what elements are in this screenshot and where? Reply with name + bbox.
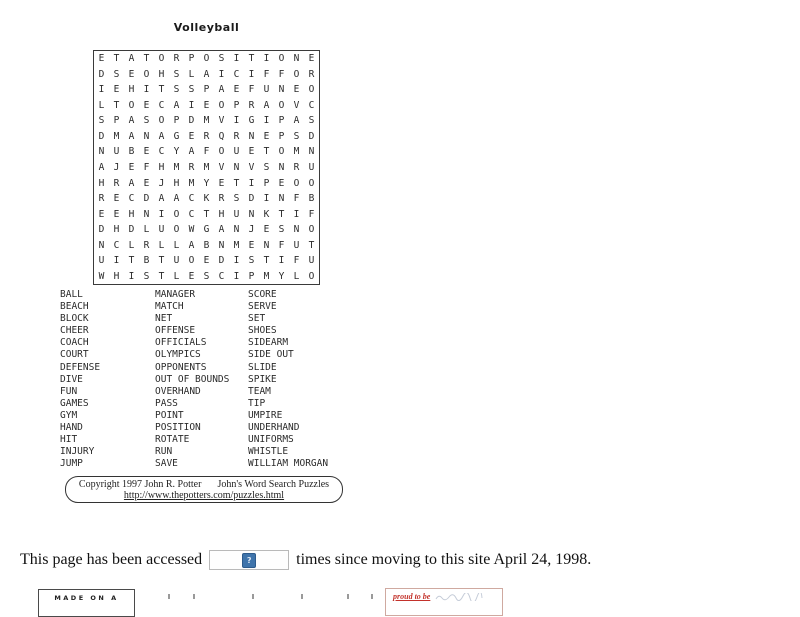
grid-cell: M xyxy=(173,161,180,173)
grid-cell: O xyxy=(308,224,315,236)
word-item: BALL xyxy=(60,289,83,300)
word-item: TIP xyxy=(248,397,266,409)
grid-cell: P xyxy=(248,270,255,282)
grid-cell: P xyxy=(263,177,270,189)
grid-cell: P xyxy=(278,130,285,142)
grid-cell: S xyxy=(293,130,300,142)
grid-cell: P xyxy=(113,115,120,127)
grid-cell: U xyxy=(158,224,165,236)
grid-cell: I xyxy=(263,53,270,65)
grid-cell: E xyxy=(188,270,195,282)
grid-cell: I xyxy=(293,208,300,220)
word-item: SAVE xyxy=(155,458,178,470)
grid-cell: Y xyxy=(203,177,210,189)
grid-cell: S xyxy=(173,68,180,80)
grid-cell: T xyxy=(113,99,120,111)
grid-cell: I xyxy=(233,255,240,267)
page-title: Volleyball xyxy=(173,21,240,34)
grid-cell: A xyxy=(263,99,270,111)
grid-cell: A xyxy=(98,161,105,173)
grid-cell: M xyxy=(188,177,195,189)
grid-cell: O xyxy=(143,68,150,80)
grid-cell: T xyxy=(263,255,270,267)
grid-cell: E xyxy=(143,177,150,189)
word-item: POSITION xyxy=(155,422,201,434)
word-item: MANAGER xyxy=(155,289,196,300)
grid-cell: R xyxy=(98,193,105,205)
grid-cell: E xyxy=(113,84,120,96)
grid-cell: A xyxy=(188,239,195,251)
grid-cell: Q xyxy=(218,130,225,142)
access-prefix-text: This page has been accessed xyxy=(20,551,203,568)
grid-cell: N xyxy=(293,224,300,236)
grid-cell: S xyxy=(308,115,315,127)
grid-cell: G xyxy=(173,130,180,142)
word-item: SPIKE xyxy=(248,373,277,385)
word-item: ROTATE xyxy=(155,434,190,446)
copyright-box xyxy=(65,476,343,503)
proud-badge-label: proud to be xyxy=(393,592,431,601)
grid-cell: T xyxy=(233,177,240,189)
grid-cell: O xyxy=(293,177,300,189)
grid-cell: E xyxy=(143,146,150,158)
grid-cell: V xyxy=(248,161,255,173)
grid-cell: T xyxy=(158,84,165,96)
grid-cell: H xyxy=(218,208,225,220)
grid-cell: M xyxy=(293,146,300,158)
word-item: SHOES xyxy=(248,325,277,337)
grid-cell: H xyxy=(158,68,165,80)
grid-cell: G xyxy=(203,224,210,236)
grid-cell: O xyxy=(308,84,315,96)
grid-cell: D xyxy=(98,224,105,236)
grid-cell: C xyxy=(233,68,240,80)
grid-cell: D xyxy=(218,255,225,267)
grid-cell: U xyxy=(233,146,240,158)
grid-cell: C xyxy=(158,146,165,158)
grid-cell: O xyxy=(278,53,285,65)
copyright-text: Copyright 1997 John R. Potter xyxy=(78,479,202,490)
made-on-a-mac-badge[interactable]: MADE ON A xyxy=(38,589,135,617)
grid-cell: A xyxy=(128,130,135,142)
grid-cell: U xyxy=(263,84,270,96)
grid-cell: N xyxy=(248,130,255,142)
grid-cell: N xyxy=(293,53,300,65)
grid-cell: F xyxy=(263,68,270,80)
word-item: OLYMPICS xyxy=(155,349,201,361)
word-item: FUN xyxy=(60,385,78,397)
grid-cell: N xyxy=(308,146,315,158)
copyright-line xyxy=(66,479,342,490)
grid-cell: U xyxy=(308,255,315,267)
grid-cell: A xyxy=(128,53,135,65)
grid-cell: P xyxy=(188,53,195,65)
grid-cell: L xyxy=(143,224,150,236)
grid-cell: F xyxy=(293,193,300,205)
access-counter-line xyxy=(20,548,790,572)
grid-cell: F xyxy=(308,208,315,220)
grid-cell: A xyxy=(218,84,225,96)
grid-cell: M xyxy=(203,161,210,173)
grid-cell: I xyxy=(263,115,270,127)
grid-cell: O xyxy=(158,115,165,127)
grid-cell: V xyxy=(293,99,300,111)
grid-cell: E xyxy=(113,208,120,220)
grid-cell: E xyxy=(308,53,315,65)
grid-cell: S xyxy=(143,115,150,127)
grid-cell: L xyxy=(293,270,300,282)
grid-cell: I xyxy=(263,193,270,205)
grid-cell: P xyxy=(173,115,180,127)
grid-cell: S xyxy=(233,193,240,205)
word-item: DEFENSE xyxy=(60,361,101,373)
copyright-attribution: John's Word Search Puzzles xyxy=(217,479,330,490)
grid-cell: T xyxy=(278,208,285,220)
grid-cell: O xyxy=(308,270,315,282)
grid-cell: A xyxy=(158,193,165,205)
grid-cell: E xyxy=(278,177,285,189)
word-item: WHISTLE xyxy=(248,446,289,458)
grid-cell: M xyxy=(113,130,120,142)
grid-cell: H xyxy=(113,270,120,282)
grid-cell: U xyxy=(98,255,105,267)
grid-cell: O xyxy=(278,146,285,158)
word-item: RUN xyxy=(155,446,173,458)
grid-cell: H xyxy=(158,161,165,173)
grid-cell: O xyxy=(173,224,180,236)
grid-cell: E xyxy=(203,255,210,267)
grid-cell: D xyxy=(248,193,255,205)
word-list-column-2 xyxy=(155,289,247,470)
grid-cell: I xyxy=(188,99,195,111)
grid-cell: R xyxy=(113,177,120,189)
grid-cell: L xyxy=(173,270,180,282)
word-item: JUMP xyxy=(60,458,83,470)
grid-cell: U xyxy=(233,208,240,220)
grid-cell: T xyxy=(248,53,255,65)
proud-to-be-badge[interactable] xyxy=(385,588,503,616)
grid-cell: U xyxy=(308,161,315,173)
clipped-text-fragment xyxy=(252,594,254,599)
grid-cell: I xyxy=(233,115,240,127)
grid-cell: W xyxy=(98,270,105,282)
grid-cell: R xyxy=(188,161,195,173)
word-list-column-3 xyxy=(248,289,358,470)
grid-cell: N xyxy=(143,208,150,220)
grid-cell: Y xyxy=(278,270,285,282)
grid-cell: A xyxy=(203,68,210,80)
word-item: CHEER xyxy=(60,325,89,337)
grid-cell: U xyxy=(293,239,300,251)
word-item: NET xyxy=(155,313,173,325)
grid-cell: N xyxy=(263,239,270,251)
grid-cell: W xyxy=(188,224,195,236)
grid-cell: J xyxy=(158,177,165,189)
grid-cell: H xyxy=(173,177,180,189)
grid-cell: R xyxy=(293,161,300,173)
grid-cell: T xyxy=(158,270,165,282)
grid-cell: C xyxy=(128,193,135,205)
grid-cell: E xyxy=(143,99,150,111)
grid-cell: R xyxy=(173,53,180,65)
grid-cell: A xyxy=(293,115,300,127)
clipped-text-fragment xyxy=(301,594,303,599)
word-item: PASS xyxy=(155,397,178,409)
grid-cell: S xyxy=(218,53,225,65)
grid-cell: N xyxy=(143,130,150,142)
word-item: GAMES xyxy=(60,397,89,409)
grid-cell: E xyxy=(233,84,240,96)
grid-cell: T xyxy=(143,53,150,65)
grid-cell: B xyxy=(143,255,150,267)
grid-cell: E xyxy=(98,208,105,220)
grid-cell: F xyxy=(293,255,300,267)
grid-cell: O xyxy=(218,146,225,158)
grid-cell: K xyxy=(263,208,270,220)
word-item: INJURY xyxy=(60,446,95,458)
grid-cell: L xyxy=(188,68,195,80)
grid-cell: N xyxy=(278,84,285,96)
grid-cell: P xyxy=(278,115,285,127)
clipped-text-fragment xyxy=(168,594,170,599)
grid-cell: H xyxy=(128,84,135,96)
word-item: COURT xyxy=(60,349,89,361)
word-item: SIDEARM xyxy=(248,337,289,349)
grid-cell: U xyxy=(113,146,120,158)
grid-cell: F xyxy=(203,146,210,158)
grid-cell: L xyxy=(98,99,105,111)
word-item: SET xyxy=(248,313,266,325)
grid-cell: K xyxy=(203,193,210,205)
clipped-text-fragment xyxy=(193,594,195,599)
clipped-text-fragment xyxy=(347,594,349,599)
grid-cell: D xyxy=(98,68,105,80)
grid-cell: F xyxy=(278,239,285,251)
grid-cell: A xyxy=(128,115,135,127)
broken-image-icon: ? xyxy=(242,553,256,568)
grid-cell: S xyxy=(188,84,195,96)
grid-cell: S xyxy=(203,270,210,282)
grid-cell: H xyxy=(113,224,120,236)
grid-cell: A xyxy=(173,193,180,205)
grid-cell: N xyxy=(278,161,285,173)
grid-cell: R xyxy=(143,239,150,251)
grid-cell: N xyxy=(218,239,225,251)
word-item: GYM xyxy=(60,409,78,421)
grid-cell: S xyxy=(98,115,105,127)
grid-cell: S xyxy=(113,68,120,80)
grid-cell: L xyxy=(128,239,135,251)
grid-cell: F xyxy=(278,68,285,80)
grid-cell: B xyxy=(203,239,210,251)
grid-cell: J xyxy=(113,161,120,173)
grid-cell: S xyxy=(278,224,285,236)
grid-cell: I xyxy=(128,270,135,282)
clipped-text-fragment xyxy=(371,594,373,599)
word-item: SCORE xyxy=(248,289,277,300)
grid-cell: O xyxy=(278,99,285,111)
grid-cell: E xyxy=(98,53,105,65)
grid-cell: H xyxy=(128,208,135,220)
grid-cell: N xyxy=(98,146,105,158)
grid-cell: O xyxy=(173,208,180,220)
grid-cell: S xyxy=(143,270,150,282)
grid-cell: N xyxy=(98,239,105,251)
word-list-column-1 xyxy=(60,289,150,470)
grid-cell: T xyxy=(263,146,270,158)
grid-cell: S xyxy=(173,84,180,96)
hit-counter-image xyxy=(209,550,289,570)
word-search-grid xyxy=(93,50,320,285)
grid-cell: I xyxy=(233,270,240,282)
grid-cell: T xyxy=(128,255,135,267)
grid-cell: T xyxy=(158,255,165,267)
grid-cell: E xyxy=(248,146,255,158)
access-suffix-text: times since moving to this site April 24, 1998. xyxy=(296,551,592,568)
grid-cell: R xyxy=(248,99,255,111)
grid-cell: O xyxy=(203,53,210,65)
word-item: WILLIAM MORGAN xyxy=(248,458,329,470)
grid-cell: B xyxy=(308,193,315,205)
grid-cell: U xyxy=(173,255,180,267)
grid-cell: T xyxy=(113,53,120,65)
grid-cell: E xyxy=(128,68,135,80)
copyright-url: http://www.thepotters.com/puzzles.html xyxy=(123,490,285,501)
grid-cell: M xyxy=(203,115,210,127)
word-item: SERVE xyxy=(248,301,277,313)
grid-cell: D xyxy=(98,130,105,142)
word-item: OPPONENTS xyxy=(155,361,207,373)
word-item: OFFENSE xyxy=(155,325,196,337)
grid-cell: O xyxy=(308,177,315,189)
grid-cell: N xyxy=(233,224,240,236)
grid-cell: P xyxy=(203,84,210,96)
grid-cell: R xyxy=(218,193,225,205)
grid-cell: M xyxy=(233,239,240,251)
grid-cell: S xyxy=(248,255,255,267)
grid-cell: N xyxy=(233,161,240,173)
word-item: UNDERHAND xyxy=(248,422,300,434)
word-item: DIVE xyxy=(60,373,83,385)
grid-cell: R xyxy=(233,130,240,142)
word-item: MATCH xyxy=(155,301,184,313)
grid-cell: G xyxy=(248,115,255,127)
grid-cell: D xyxy=(143,193,150,205)
grid-cell: T xyxy=(203,208,210,220)
grid-cell: L xyxy=(173,239,180,251)
word-item: POINT xyxy=(155,409,184,421)
grid-cell: E xyxy=(188,130,195,142)
word-item: SIDE OUT xyxy=(248,349,294,361)
word-item: OVERHAND xyxy=(155,385,201,397)
grid-cell: I xyxy=(218,68,225,80)
grid-cell: A xyxy=(128,177,135,189)
grid-cell: C xyxy=(158,99,165,111)
grid-cell: O xyxy=(293,68,300,80)
grid-cell: C xyxy=(188,208,195,220)
grid-cell: A xyxy=(158,130,165,142)
grid-cell: E xyxy=(248,239,255,251)
grid-cell: E xyxy=(113,193,120,205)
grid-cell: I xyxy=(248,68,255,80)
grid-cell: B xyxy=(128,146,135,158)
grid-cell: E xyxy=(128,161,135,173)
grid-cell: N xyxy=(248,208,255,220)
grid-cell: E xyxy=(203,99,210,111)
word-item: UNIFORMS xyxy=(248,434,294,446)
grid-cell: R xyxy=(308,68,315,80)
grid-cell: A xyxy=(173,99,180,111)
grid-cell: F xyxy=(248,84,255,96)
grid-cell: D xyxy=(188,115,195,127)
grid-cell: M xyxy=(263,270,270,282)
grid-cell: O xyxy=(128,99,135,111)
grid-cell: O xyxy=(158,53,165,65)
grid-cell: I xyxy=(278,255,285,267)
grid-cell: T xyxy=(308,239,315,251)
grid-cell: I xyxy=(113,255,120,267)
grid-cell: I xyxy=(158,208,165,220)
grid-cell: A xyxy=(188,146,195,158)
grid-cell: D xyxy=(308,130,315,142)
word-item: HIT xyxy=(60,434,78,446)
grid-cell: C xyxy=(113,239,120,251)
grid-cell: N xyxy=(278,193,285,205)
word-item: BLOCK xyxy=(60,313,89,325)
grid-cell: C xyxy=(188,193,195,205)
grid-cell: I xyxy=(233,53,240,65)
grid-cell: E xyxy=(263,224,270,236)
word-item: HAND xyxy=(60,422,83,434)
word-item: OUT OF BOUNDS xyxy=(155,373,230,385)
grid-cell: S xyxy=(263,161,270,173)
grid-cell: Y xyxy=(173,146,180,158)
grid-cell: C xyxy=(218,270,225,282)
grid-cell: O xyxy=(188,255,195,267)
grid-cell: D xyxy=(128,224,135,236)
grid-cell: V xyxy=(218,161,225,173)
grid-cell: H xyxy=(98,177,105,189)
grid-cell: C xyxy=(308,99,315,111)
grid-cell: P xyxy=(233,99,240,111)
grid-cell: A xyxy=(218,224,225,236)
grid-cell: R xyxy=(203,130,210,142)
word-item: COACH xyxy=(60,337,89,349)
grid-cell: E xyxy=(263,130,270,142)
grid-cell: J xyxy=(248,224,255,236)
word-item: TEAM xyxy=(248,385,271,397)
grid-cell: E xyxy=(218,177,225,189)
grid-cell: E xyxy=(293,84,300,96)
grid-cell: L xyxy=(158,239,165,251)
grid-cell: V xyxy=(218,115,225,127)
word-item: OFFICIALS xyxy=(155,337,207,349)
grid-cell: I xyxy=(143,84,150,96)
grid-cell: I xyxy=(248,177,255,189)
grid-cell: I xyxy=(98,84,105,96)
grid-cell: O xyxy=(218,99,225,111)
word-item: SLIDE xyxy=(248,361,277,373)
grid-cell: F xyxy=(143,161,150,173)
word-item: BEACH xyxy=(60,301,89,313)
word-item: UMPIRE xyxy=(248,409,283,421)
